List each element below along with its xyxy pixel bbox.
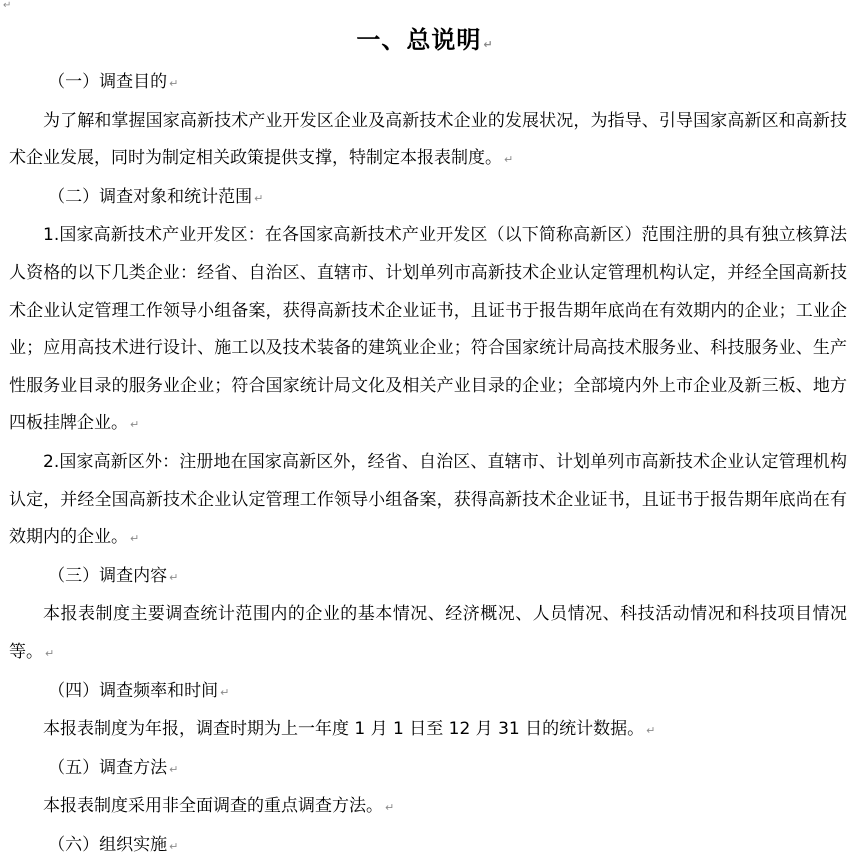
heading-text: （三）调查内容 (48, 565, 168, 586)
paragraph (9, 103, 847, 179)
paragraph-mark-icon: ↵ (646, 724, 656, 738)
paragraph-mark-icon: ↵ (169, 570, 179, 584)
paragraph-mark-icon: ↵ (220, 685, 230, 699)
heading-text: （五）调查方法 (48, 757, 168, 778)
heading-text: （二）调查对象和统计范围 (48, 186, 253, 207)
section-heading-content (9, 558, 847, 597)
section-heading-purpose (9, 64, 847, 103)
paragraph-mark-icon: ↵ (254, 191, 264, 205)
paragraph-mark-icon: ↵ (130, 532, 140, 546)
paragraph-mark-icon: ↵ (169, 77, 179, 90)
paragraph-mark-icon: ↵ (483, 38, 494, 51)
paragraph-text: 本报表制度采用非全面调查的重点调查方法。 (43, 796, 383, 817)
section-heading-scope (9, 179, 847, 218)
paragraph-text: 1.国家高新技术产业开发区：在各国家高新技术产业开发区（以下简称高新区）范围注册的具有独立核算法人资格的以下几类企业：经省、自治区、直辖市、计划单列市高新技术企业认定管理机构认定，并经全国高新技术企业认定管理工作领导小组备案，获得高新技术企业证书，且证书于报告期年底尚在有效期内的企业；工业企业；应用高技术进行设计、施工以及技术装备的建筑业企业；符合国家统计局高技术服务业、科技服务业、生产性服务业目录的服务业企业；符合国家统计局文化及相关产业目录的企业；全部境内外上市企业及新三板、地方四板挂牌企业。 (9, 225, 847, 434)
paragraph-text: 本报表制度主要调查统计范围内的企业的基本情况、经济概况、人员情况、科技活动情况和科技项目情况等。 (9, 604, 847, 662)
document-title (0, 22, 850, 63)
paragraph-text: 本报表制度为年报，调查时期为上一年度 1 月 1 日至 12 月 31 日的统计数据。 (43, 719, 645, 740)
paragraph (9, 217, 847, 444)
paragraph-mark-icon: ↵ (169, 839, 179, 853)
section-heading-method (9, 750, 847, 789)
section-heading-frequency (9, 673, 847, 712)
title-text: 一、总说明 (356, 26, 482, 54)
heading-text: （一）调查目的 (48, 72, 168, 92)
paragraph-mark-icon: ↵ (504, 153, 514, 167)
section-heading-implementation (9, 827, 847, 865)
paragraph (9, 711, 847, 750)
paragraph (9, 788, 847, 827)
paragraph-text: 2.国家高新区外：注册地在国家高新区外，经省、自治区、直辖市、计划单列市高新技术企业认定管理机构认定，并经全国高新技术企业认定管理工作领导小组备案，获得高新技术企业证书，且证书于报告期年底尚在有效期内的企业。 (9, 451, 847, 548)
heading-text: （六）组织实施 (48, 834, 168, 855)
paragraph (9, 596, 847, 672)
paragraph-mark-icon: ↵ (130, 418, 140, 432)
paragraph-mark-icon: ↵ (385, 801, 395, 815)
paragraph-mark-icon: ↵ (45, 646, 55, 660)
paragraph-mark-icon: ↵ (3, 0, 12, 11)
paragraph (9, 444, 847, 558)
paragraph-mark-icon: ↵ (169, 762, 179, 776)
heading-text: （四）调查频率和时间 (48, 680, 219, 701)
paragraph-text: 为了解和掌握国家高新技术产业开发区企业及高新技术企业的发展状况，为指导、引导国家高新区和高新技术企业发展，同时为制定相关政策提供支撑，特制定本报表制度。 (9, 110, 847, 169)
document-body (9, 64, 847, 865)
